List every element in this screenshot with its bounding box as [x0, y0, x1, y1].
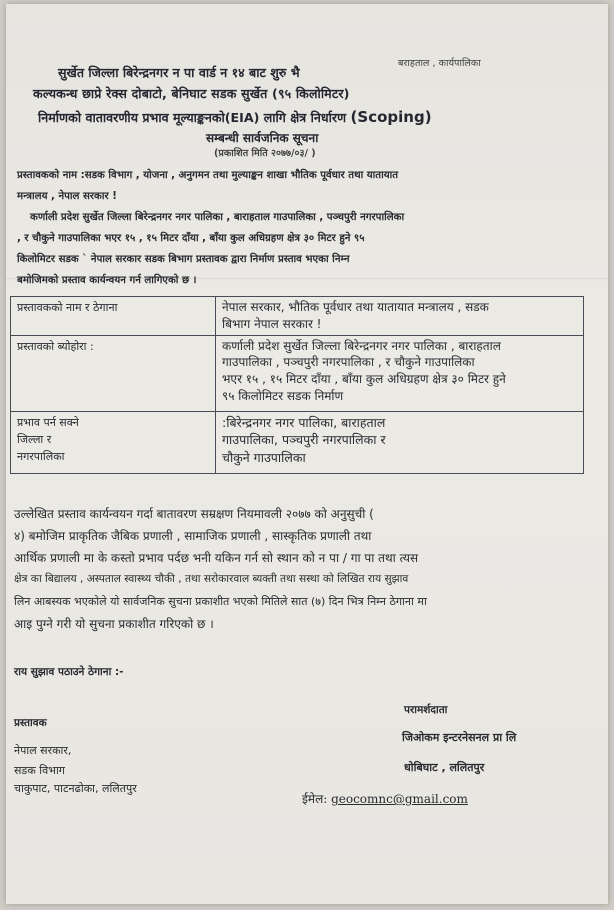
table-cell-label: [11, 335, 216, 411]
cell-line: गाउपालिका , पञ्चपुरी नगरपालिका , र चौकुने गाउपालिका: [222, 355, 475, 370]
table-cell-value: [216, 297, 584, 336]
cell-line: ९५ किलोमिटर सडक निर्माण: [222, 388, 344, 403]
cell-line: कर्णाली प्रदेश सुर्खेत जिल्ला बिरेन्द्रनगर नगर पालिका , बाराहताल: [222, 338, 501, 353]
proponent-line-1: नेपाल सरकार,: [14, 744, 72, 757]
title-annotation: बराहताल , कार्यपालिका: [398, 58, 481, 69]
cell-line: नेपाल सरकार, भौतिक पूर्वधार तथा यातायात मन्त्रालय , सडक: [222, 300, 489, 314]
cell-line: :बिरेन्द्रनगर नगर पालिका, बाराहताल: [222, 414, 386, 430]
published-date: (प्रकाशित मिति २०७७/०३/ ): [214, 148, 316, 159]
table-cell-value: [216, 411, 584, 473]
cell-line: चौकुने गाउपालिका: [222, 449, 306, 465]
table-row: [11, 297, 584, 336]
paragraph2-line-3: आर्थिक प्रणाली मा के कस्तो प्रभाव पर्दछ भनी यकिन गर्न सो स्थान को न पा / गा पा तथा त्यस: [14, 551, 419, 565]
proposal-info-table: [10, 296, 584, 474]
table-cell-label: [11, 297, 216, 336]
intro-line-3: कर्णाली प्रदेश सुर्खेत जिल्ला बिरेन्द्रनगर नगर पालिका , बाराहताल गाउपालिका , पञ्चपुरी नगरपालिका: [30, 212, 405, 223]
table-row: [11, 411, 584, 473]
consultant-email-line: ईमेल: geocomnc@gmail.com: [302, 792, 468, 806]
paragraph2-line-6: आइ पुग्ने गरी यो सुचना प्रकाशीत गरिएको छ ।: [14, 617, 214, 631]
table-cell-value: [216, 335, 584, 411]
consultant-name: जिओकम इन्टरनेसनल प्रा लि: [402, 731, 517, 744]
title-line-2: कल्यकन्ध छाप्रे रेक्स दोबाटो, बेनिघाट सडक सुर्खेत (९५ किलोमिटर): [33, 86, 350, 101]
table-cell-label: [11, 411, 216, 473]
paragraph2-line-4: क्षेत्र का बिद्यालय , अस्पताल स्वास्थ्य चौकी , तथा सरोकारवाल ब्यक्ती तथा सस्था को लिखित राय सुझाव: [14, 573, 409, 585]
title-scoping: (Scoping): [350, 108, 432, 126]
title-line-1: सुर्खेत जिल्ला बिरेन्द्रनगर न पा वार्ड न १४ बाट शुरु भै: [58, 65, 300, 80]
proponent-heading: प्रस्तावक: [14, 717, 47, 729]
email-link[interactable]: geocomnc@gmail.com: [331, 792, 468, 806]
submission-heading: राय सुझाव पठाउने ठेगाना :-: [14, 666, 124, 678]
intro-line-4: , र चौकुने गाउपालिका भएर १५ , १५ मिटर दाँया , बाँया कुल अधिग्रहण क्षेत्र ३० मिटर हुने ९५: [17, 233, 365, 244]
cell-line: प्रभाव पर्न सक्ने: [17, 415, 79, 429]
paragraph2-line-5: लिन आबस्यक भएकोले यो सार्वजनिक सुचना प्रकाशीत भएको मितिले सात (७) दिन भित्र निम्न ठेगाना मा: [14, 595, 427, 608]
email-label: ईमेल: [302, 792, 324, 806]
paragraph2-line-2: ४) बमोजिम प्राकृतिक जैबिक प्रणाली , सामाजिक प्रणाली , सास्कृतिक प्रणाली तथा: [14, 529, 372, 543]
intro-line-6: बमोजिमको प्रस्ताव कार्यन्वयन गर्न लागिएको छ ।: [17, 275, 197, 286]
proponent-line-2: सडक विभाग: [14, 764, 66, 777]
title-line-3: [38, 108, 432, 126]
cell-line: प्रस्तावको ब्योहोरा :: [17, 339, 94, 353]
cell-line: नगरपालिका: [17, 449, 65, 463]
table-row: [11, 335, 584, 411]
cell-line: जिल्ला र: [17, 432, 52, 446]
cell-line: भएर १५ , १५ मिटर दाँया , बाँया कुल अधिग्रहण क्षेत्र ३० मिटर हुने: [222, 372, 506, 387]
paragraph2-line-1: उल्लेखित प्रस्ताव कार्यन्वयन गर्दा बातावरण सम्रक्षण नियमावली २०७७ को अनुसुची (: [14, 507, 374, 521]
cell-line: गाउपालिका, पञ्चपुरी नगरपालिका र: [222, 432, 386, 448]
intro-line-1: प्रस्तावकको नाम :सडक विभाग , योजना , अनुगमन तथा मुल्याङ्कन शाखा भौतिक पूर्वधार तथा यातायात: [17, 170, 399, 181]
cell-line: बिभाग नेपाल सरकार !: [222, 316, 322, 331]
notice-subtitle: सम्बन्धी सार्वजनिक सूचना: [206, 131, 319, 145]
consultant-heading: परामर्शदाता: [404, 704, 448, 716]
consultant-address: धोबिघाट , ललितपुर: [404, 761, 485, 774]
intro-line-2: मन्त्रालय , नेपाल सरकार !: [17, 191, 117, 202]
title-line-3-text: निर्माणको वातावरणीय प्रभाव मूल्याङ्कनको(EIA) लागि क्षेत्र निर्धारण: [38, 110, 347, 125]
intro-line-5: किलोमिटर सडक ` नेपाल सरकार सडक बिभाग प्रस्तावक द्वारा निर्माण प्रस्ताव भएका निम्न: [17, 254, 350, 265]
cell-line: प्रस्तावकको नाम र ठेगाना: [17, 301, 118, 314]
proponent-line-3: चाकुपाट, पाटनढोका, ललितपुर: [14, 782, 137, 795]
